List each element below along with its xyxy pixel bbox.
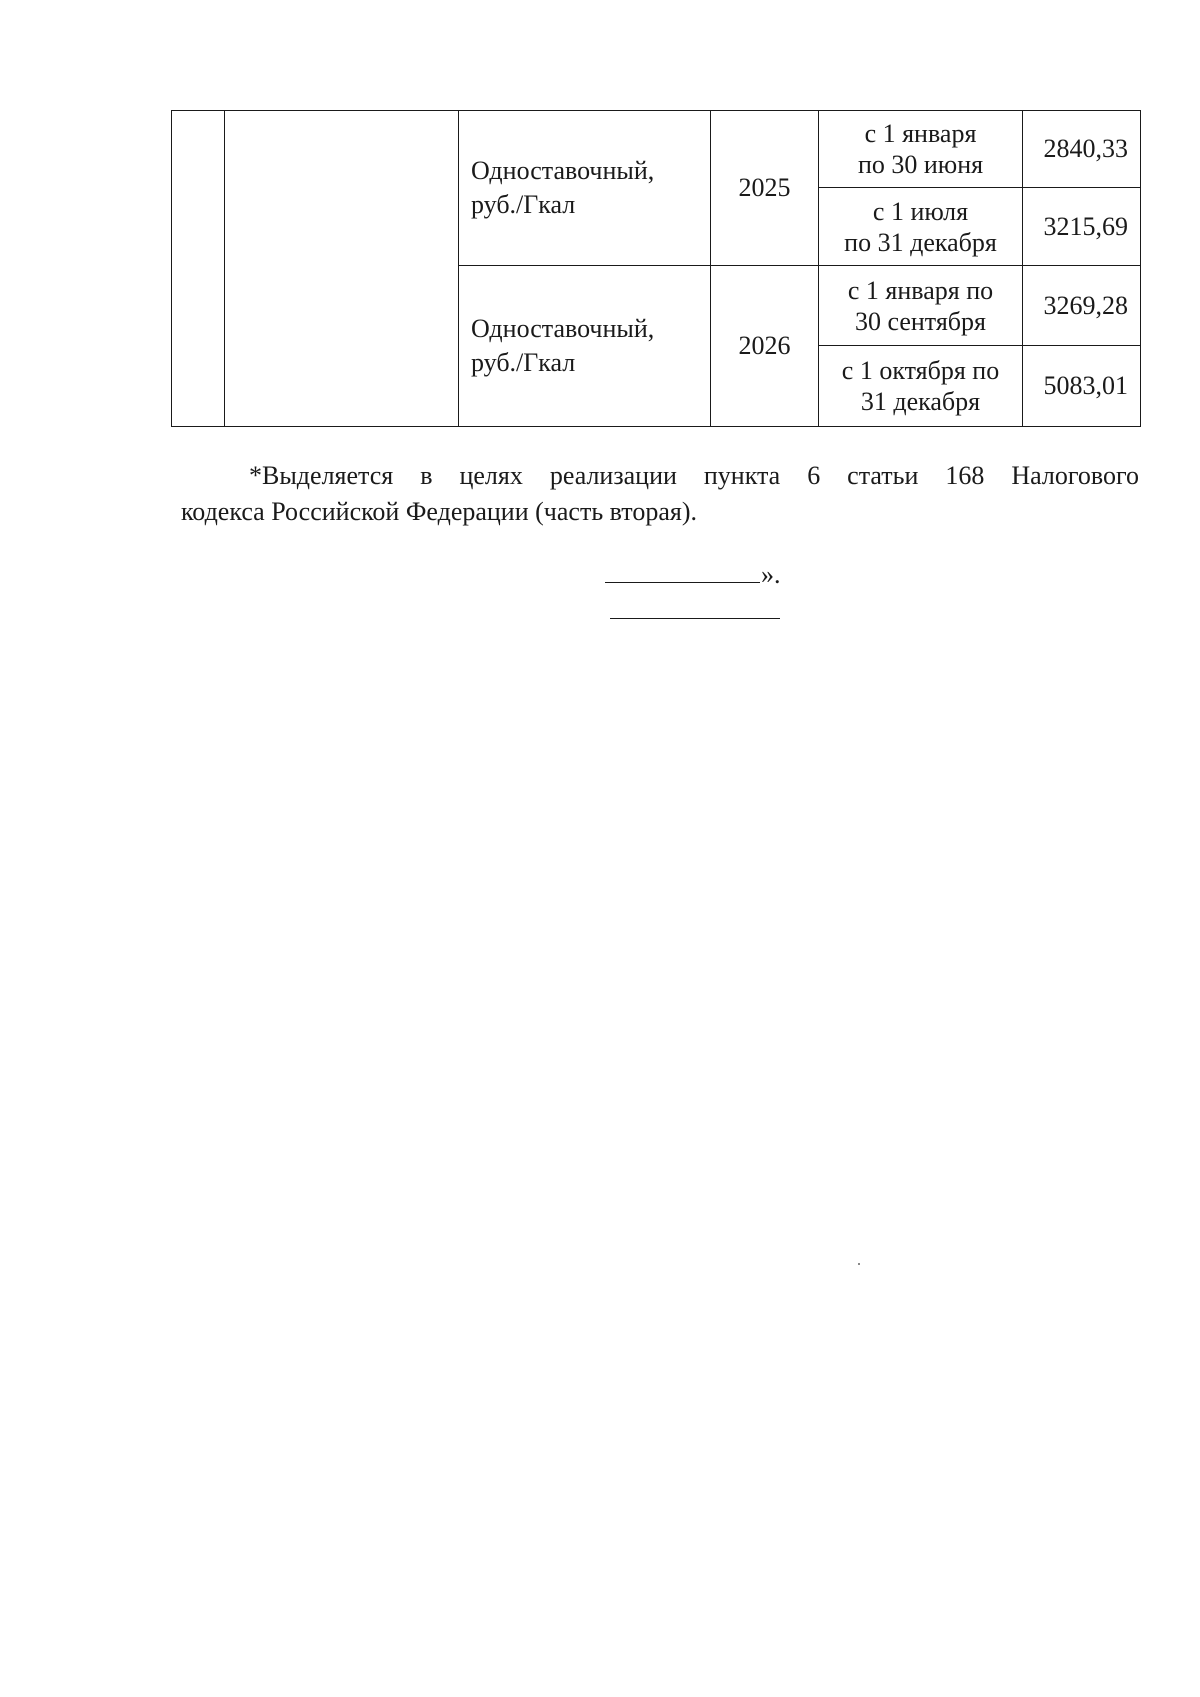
tariff-table (171, 110, 1141, 427)
tariff-unit-line: руб./Гкал (471, 347, 576, 377)
tariff-unit-line: руб./Гкал (471, 189, 576, 219)
period-line: с 1 января по (847, 275, 994, 305)
period-line: 30 сентября (855, 306, 986, 336)
year-cell: 2025 (711, 111, 819, 266)
year-cell: 2026 (711, 265, 819, 426)
period-cell (819, 188, 1023, 265)
period-cell (819, 265, 1023, 346)
period-line: с 1 января (864, 119, 977, 149)
period-line: 31 декабря (860, 387, 981, 417)
closing-mark (605, 556, 781, 593)
tariff-type-cell (459, 265, 711, 426)
footnote (181, 458, 1139, 530)
period-cell (819, 346, 1023, 427)
closing-quote: ». (761, 560, 781, 589)
blank-rule (605, 556, 760, 583)
period-line: с 1 октября по (841, 356, 1000, 386)
footnote-line: кодекса Российской Федерации (часть вторая). (181, 497, 697, 526)
footnote-line: *Выделяется в целях реализации пункта 6 статьи 168 Налогового (249, 461, 1139, 490)
period-cell (819, 111, 1023, 188)
tariff-value-cell: 5083,01 (1023, 346, 1141, 427)
end-divider (610, 618, 780, 619)
tariff-type-cell (459, 111, 711, 266)
period-line: по 31 декабря (844, 227, 997, 257)
tariff-type-line: Одноставочный, (471, 313, 655, 343)
table-row (172, 111, 1141, 188)
period-line: с 1 июля (872, 196, 969, 226)
tariff-value-cell: 2840,33 (1023, 111, 1141, 188)
period-line: по 30 июня (857, 150, 984, 180)
scan-speck (858, 1263, 860, 1265)
tariff-value-cell: 3269,28 (1023, 265, 1141, 346)
tariff-type-line: Одноставочный, (471, 155, 655, 185)
tariff-value-cell: 3215,69 (1023, 188, 1141, 265)
organization-cell (225, 111, 459, 427)
number-cell (172, 111, 225, 427)
